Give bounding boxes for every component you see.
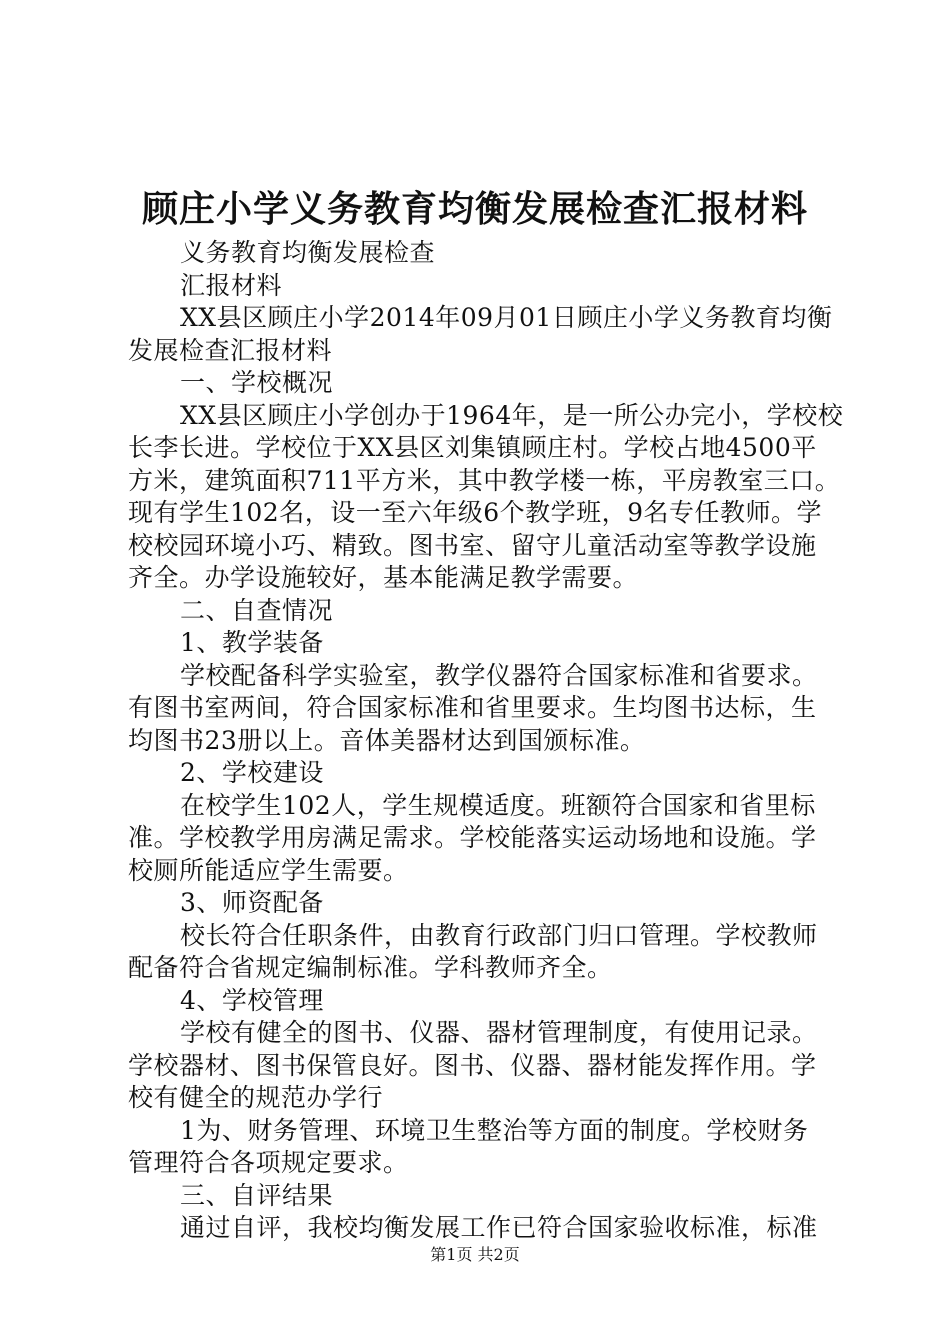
body-line: 现有学生102名，设一至六年级6个教学班，9名专任教师。学 — [128, 498, 823, 527]
body-line: 1为、财务管理、环境卫生整治等方面的制度。学校财务 — [180, 1115, 809, 1145]
body-line: 在校学生102人，学生规模适度。班额符合国家和省里标 — [180, 790, 816, 820]
body-line: 校校园环境小巧、精致。图书室、留守儿童活动室等教学设施 — [128, 530, 817, 560]
body-line: 校厕所能适应学生需要。 — [128, 855, 409, 885]
body-line: 二、自查情况 — [180, 595, 334, 625]
body-line: 均图书23册以上。音体美器材达到国颁标准。 — [128, 725, 646, 755]
body-line: 发展检查汇报材料 — [128, 335, 333, 365]
body-line: 校长符合任职条件，由教育行政部门归口管理。学校教师 — [180, 920, 818, 950]
document-body — [128, 237, 844, 1245]
body-line: 配备符合省规定编制标准。学科教师齐全。 — [128, 953, 613, 982]
body-line: 学校配备科学实验室，教学仪器符合国家标准和省要求。 — [180, 660, 818, 690]
body-line: 义务教育均衡发展检查 — [180, 238, 436, 267]
body-line: 1、教学装备 — [180, 628, 324, 657]
body-line: 2、学校建设 — [180, 758, 324, 787]
body-line: 3、师资配备 — [180, 888, 324, 917]
body-line: XX县区顾庄小学2014年09月01日顾庄小学义务教育均衡 — [180, 303, 833, 332]
document-title: 顾庄小学义务教育均衡发展检查汇报材料 — [141, 188, 808, 230]
body-line: XX县区顾庄小学创办于1964年，是一所公办完小，学校校 — [180, 400, 844, 430]
body-line: 学校器材、图书保管良好。图书、仪器、器材能发挥作用。学 — [128, 1050, 817, 1080]
body-line: 校有健全的规范办学行 — [128, 1083, 384, 1112]
page-footer: 第1页 共2页 — [430, 1245, 520, 1264]
body-line: 准。学校教学用房满足需求。学校能落实运动场地和设施。学 — [128, 823, 817, 852]
body-line: 4、学校管理 — [180, 985, 324, 1015]
body-line: 长李长进。学校位于XX县区刘集镇顾庄村。学校占地4500平 — [128, 433, 817, 462]
body-line: 齐全。办学设施较好，基本能满足教学需要。 — [128, 563, 639, 592]
body-line: 汇报材料 — [180, 270, 283, 300]
body-line: 一、学校概况 — [180, 368, 334, 397]
body-line: 管理符合各项规定要求。 — [128, 1148, 409, 1177]
body-line: 方米，建筑面积711平方米，其中教学楼一栋，平房教室三口。 — [128, 465, 841, 495]
body-line: 三、自评结果 — [180, 1180, 334, 1210]
body-line: 学校有健全的图书、仪器、器材管理制度，有使用记录。 — [180, 1018, 818, 1047]
body-line: 通过自评，我校均衡发展工作已符合国家验收标准，标准 — [180, 1213, 818, 1242]
body-line: 有图书室两间，符合国家标准和省里要求。生均图书达标，生 — [128, 693, 817, 722]
